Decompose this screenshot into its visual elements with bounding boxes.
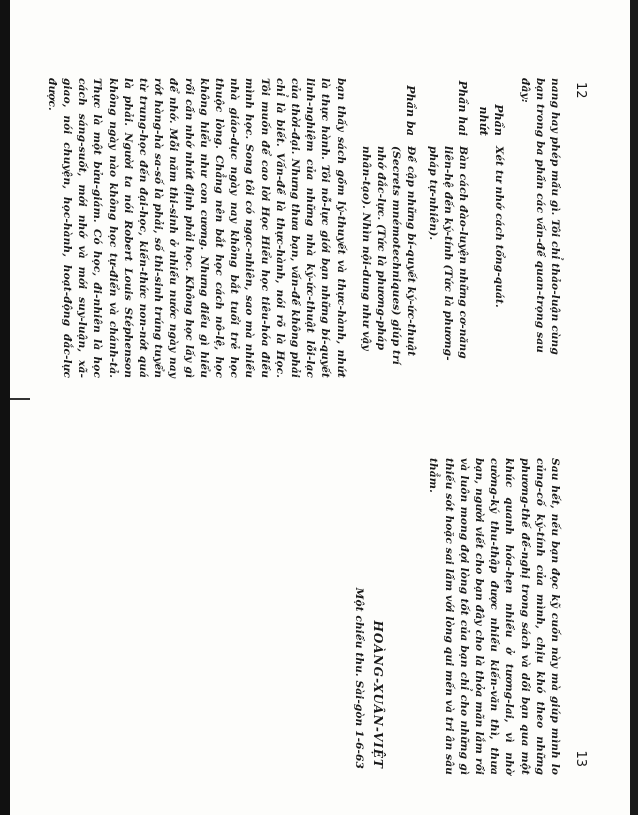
part-one <box>476 78 506 378</box>
place-date: Một chiều thu. Sài-gòn 1-6-63 <box>352 587 365 769</box>
part-three-text: Đề cập những bí-quyết ký-ức-thuật (Secrets mnémotechniques) giúp trí nhớ đắc-lực. (Tức là phương-pháp nhân-tạo). Nhìn nội-dung như vậy <box>359 146 418 365</box>
signature-block <box>351 458 385 775</box>
part-three <box>358 78 419 378</box>
page-number-left: 12 <box>573 82 588 99</box>
part-one-text: Xét tư nhớ cách tổng-quát. <box>493 146 506 308</box>
page-number-right: 13 <box>573 750 588 767</box>
scan-shadow-bottom <box>0 0 10 815</box>
left-body-paragraph: bạn thấy sách gồm lý-thuyết và thực-hành, nhứt là thực hành. Tôi nỗ-lực giới bạn những bí-quyết linh-nghiệm của những nhà ký-ức-thuật lỗi-lạc của thời-đại. Nhưng thưa bạn, vấn-đề không phải chỉ là biết. Vấn-đề là thực-hành, nói rõ là Học. Tôi muốn để cao lời Học Hiểu học tiêu-hóa điều mình học. Song tôi có ngạc-nhiên, sao mà nhiều nhà giáo-dục ngày nay không bắt tuổi trẻ học thuộc lòng. Chẳng nên bắt học cách nô-lệ, học không hiểu như con cương. Nhưng điều gì hiểu rồi cần nhớ nhứt định phải học. Không học lấy gì để nhớ. Mỗi năm thi-sinh ở nhiều nước ngày nay rớt hàng-hà sa-số là phải, số thi-sinh trúng tuyển từ trung-học đến đại-học, kiến-thức non-nớt quá là phải. Người ta nói Robert Louis Stéphenson không ngày nào không học tự-điển và chánh-tả. Thực là một bửu-giám. Có học, đi-nhiên là học cách sáng-suốt, mới nhớ và mới suy-luận, xã-giao, nói chuyện, học-hành, hoạt-động đắc-lực được. <box>45 78 347 378</box>
author-name: HOÀNG-XUÂN-VIỆT <box>371 620 386 769</box>
right-body-paragraph: Sau hết, nếu bạn đọc kỹ cuốn này mà giúp mình lo củng-cố ký-tính của mình, chịu khó theo những phương-thế đề-nghị trong sách và dồi bạn qua một khúc quanh hóa-hẹn nhiều ở tương-lai, vì nhờ cường-ký thu-thập được nhiều kiến-văn thì, thưa bạn, người viết cho bạn đây cho là thỏa mãn lắm rồi và luôn mong đợi lòng tốt của bạn chỉ cho những gì thiếu sót hoặc sai lầm với lòng qui mến và tri ân sâu thẳm. <box>427 458 561 775</box>
part-two-text: Bàn cách đào-luyện những cơ-năng liên-hệ đến ký-tính (Tức là phương-pháp tự-nhiên). <box>426 146 469 361</box>
right-page <box>0 400 638 815</box>
part-two <box>424 78 470 378</box>
part-one-label: Phần nhứt <box>477 104 506 136</box>
intro-paragraph: nang hay phép mầu gì. Tôi chỉ thảo-luận cùng bạn trong ba phần các vấn-đề quan-trọng sau đây: <box>518 78 561 355</box>
part-three-label: Phần ba <box>404 85 418 136</box>
part-two-label: Phần hai <box>455 80 469 136</box>
left-page <box>0 0 638 400</box>
